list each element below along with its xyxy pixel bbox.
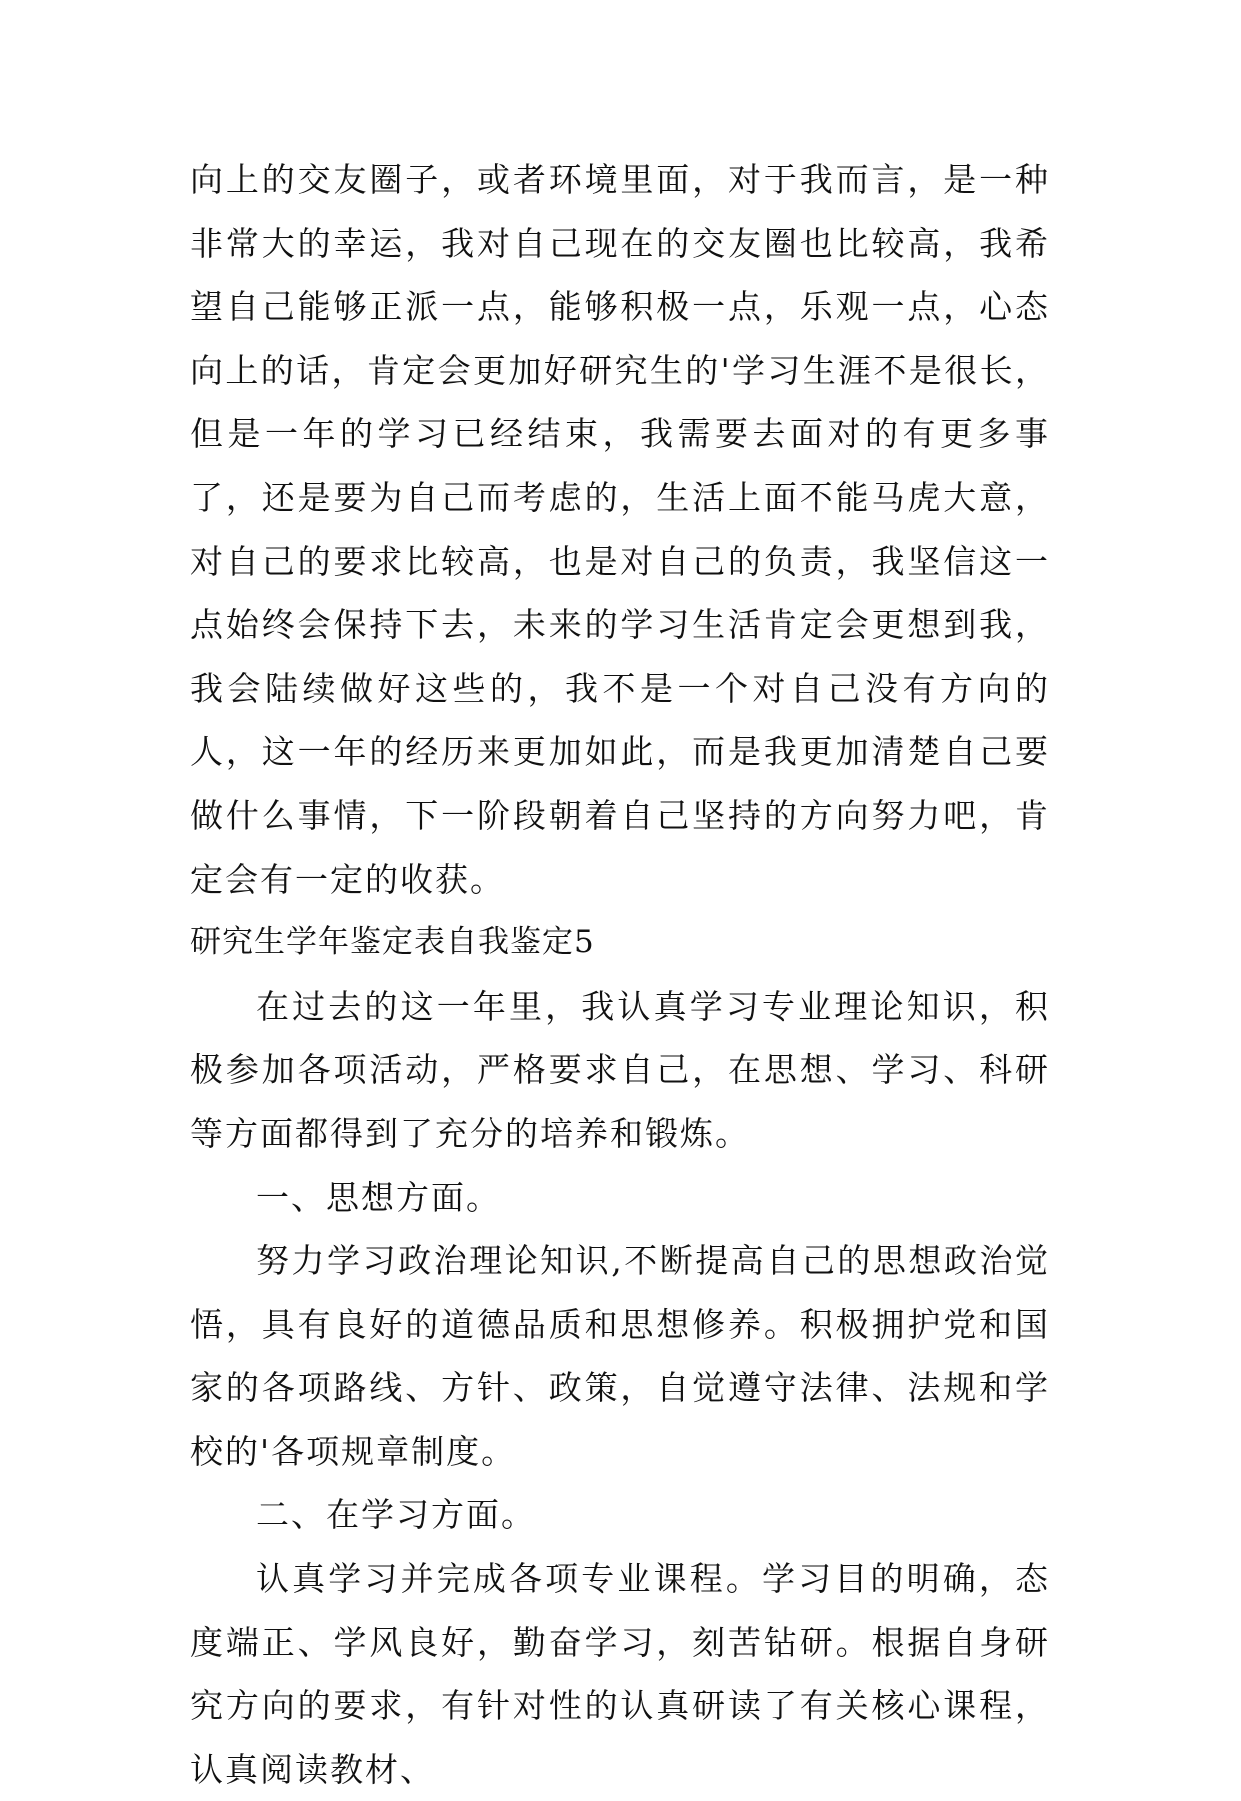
subheading-study: 二、在学习方面。 [256, 1495, 536, 1535]
section-heading: 研究生学年鉴定表自我鉴定5 [190, 924, 595, 961]
paragraph-intro: 在过去的这一年里，我认真学习专业理论知识，积极参加各项活动，严格要求自己，在思想、学习、科研等方面都得到了充分的培养和锻炼。 [190, 986, 1050, 1153]
document-body [190, 148, 1050, 1801]
paragraph-thought: 努力学习政治理论知识,不断提高自己的思想政治觉悟，具有良好的道德品质和思想修养。积极拥护党和国家的各项路线、方针、政策，自觉遵守法律、法规和学校的'各项规章制度。 [190, 1241, 1050, 1471]
paragraph-continuation: 向上的交友圈子，或者环境里面，对于我而言，是一种非常大的幸运，我对自己现在的交友圈也比较高，我希望自己能够正派一点，能够积极一点，乐观一点，心态向上的话，肯定会更加好研究生的'学习生涯不是很长，但是一年的学习已经结束，我需要去面对的有更多事了，还是要为自己而考虑的，生活上面不能马虎大意，对自己的要求比较高，也是对自己的负责，我坚信这一点始终会保持下去，未来的学习生活肯定会更想到我，我会陆续做好这些的，我不是一个对自己没有方向的人，这一年的经历来更加如此，而是我更加清楚自己要做什么事情，下一阶段朝着自己坚持的方向努力吧，肯定会有一定的收获。 [190, 160, 1050, 899]
paragraph-study: 认真学习并完成各项专业课程。学习目的明确，态度端正、学风良好，勤奋学习，刻苦钻研。根据自身研究方向的要求，有针对性的认真研读了有关核心课程，认真阅读教材、 [190, 1559, 1050, 1789]
subheading-thought: 一、思想方面。 [256, 1177, 501, 1217]
